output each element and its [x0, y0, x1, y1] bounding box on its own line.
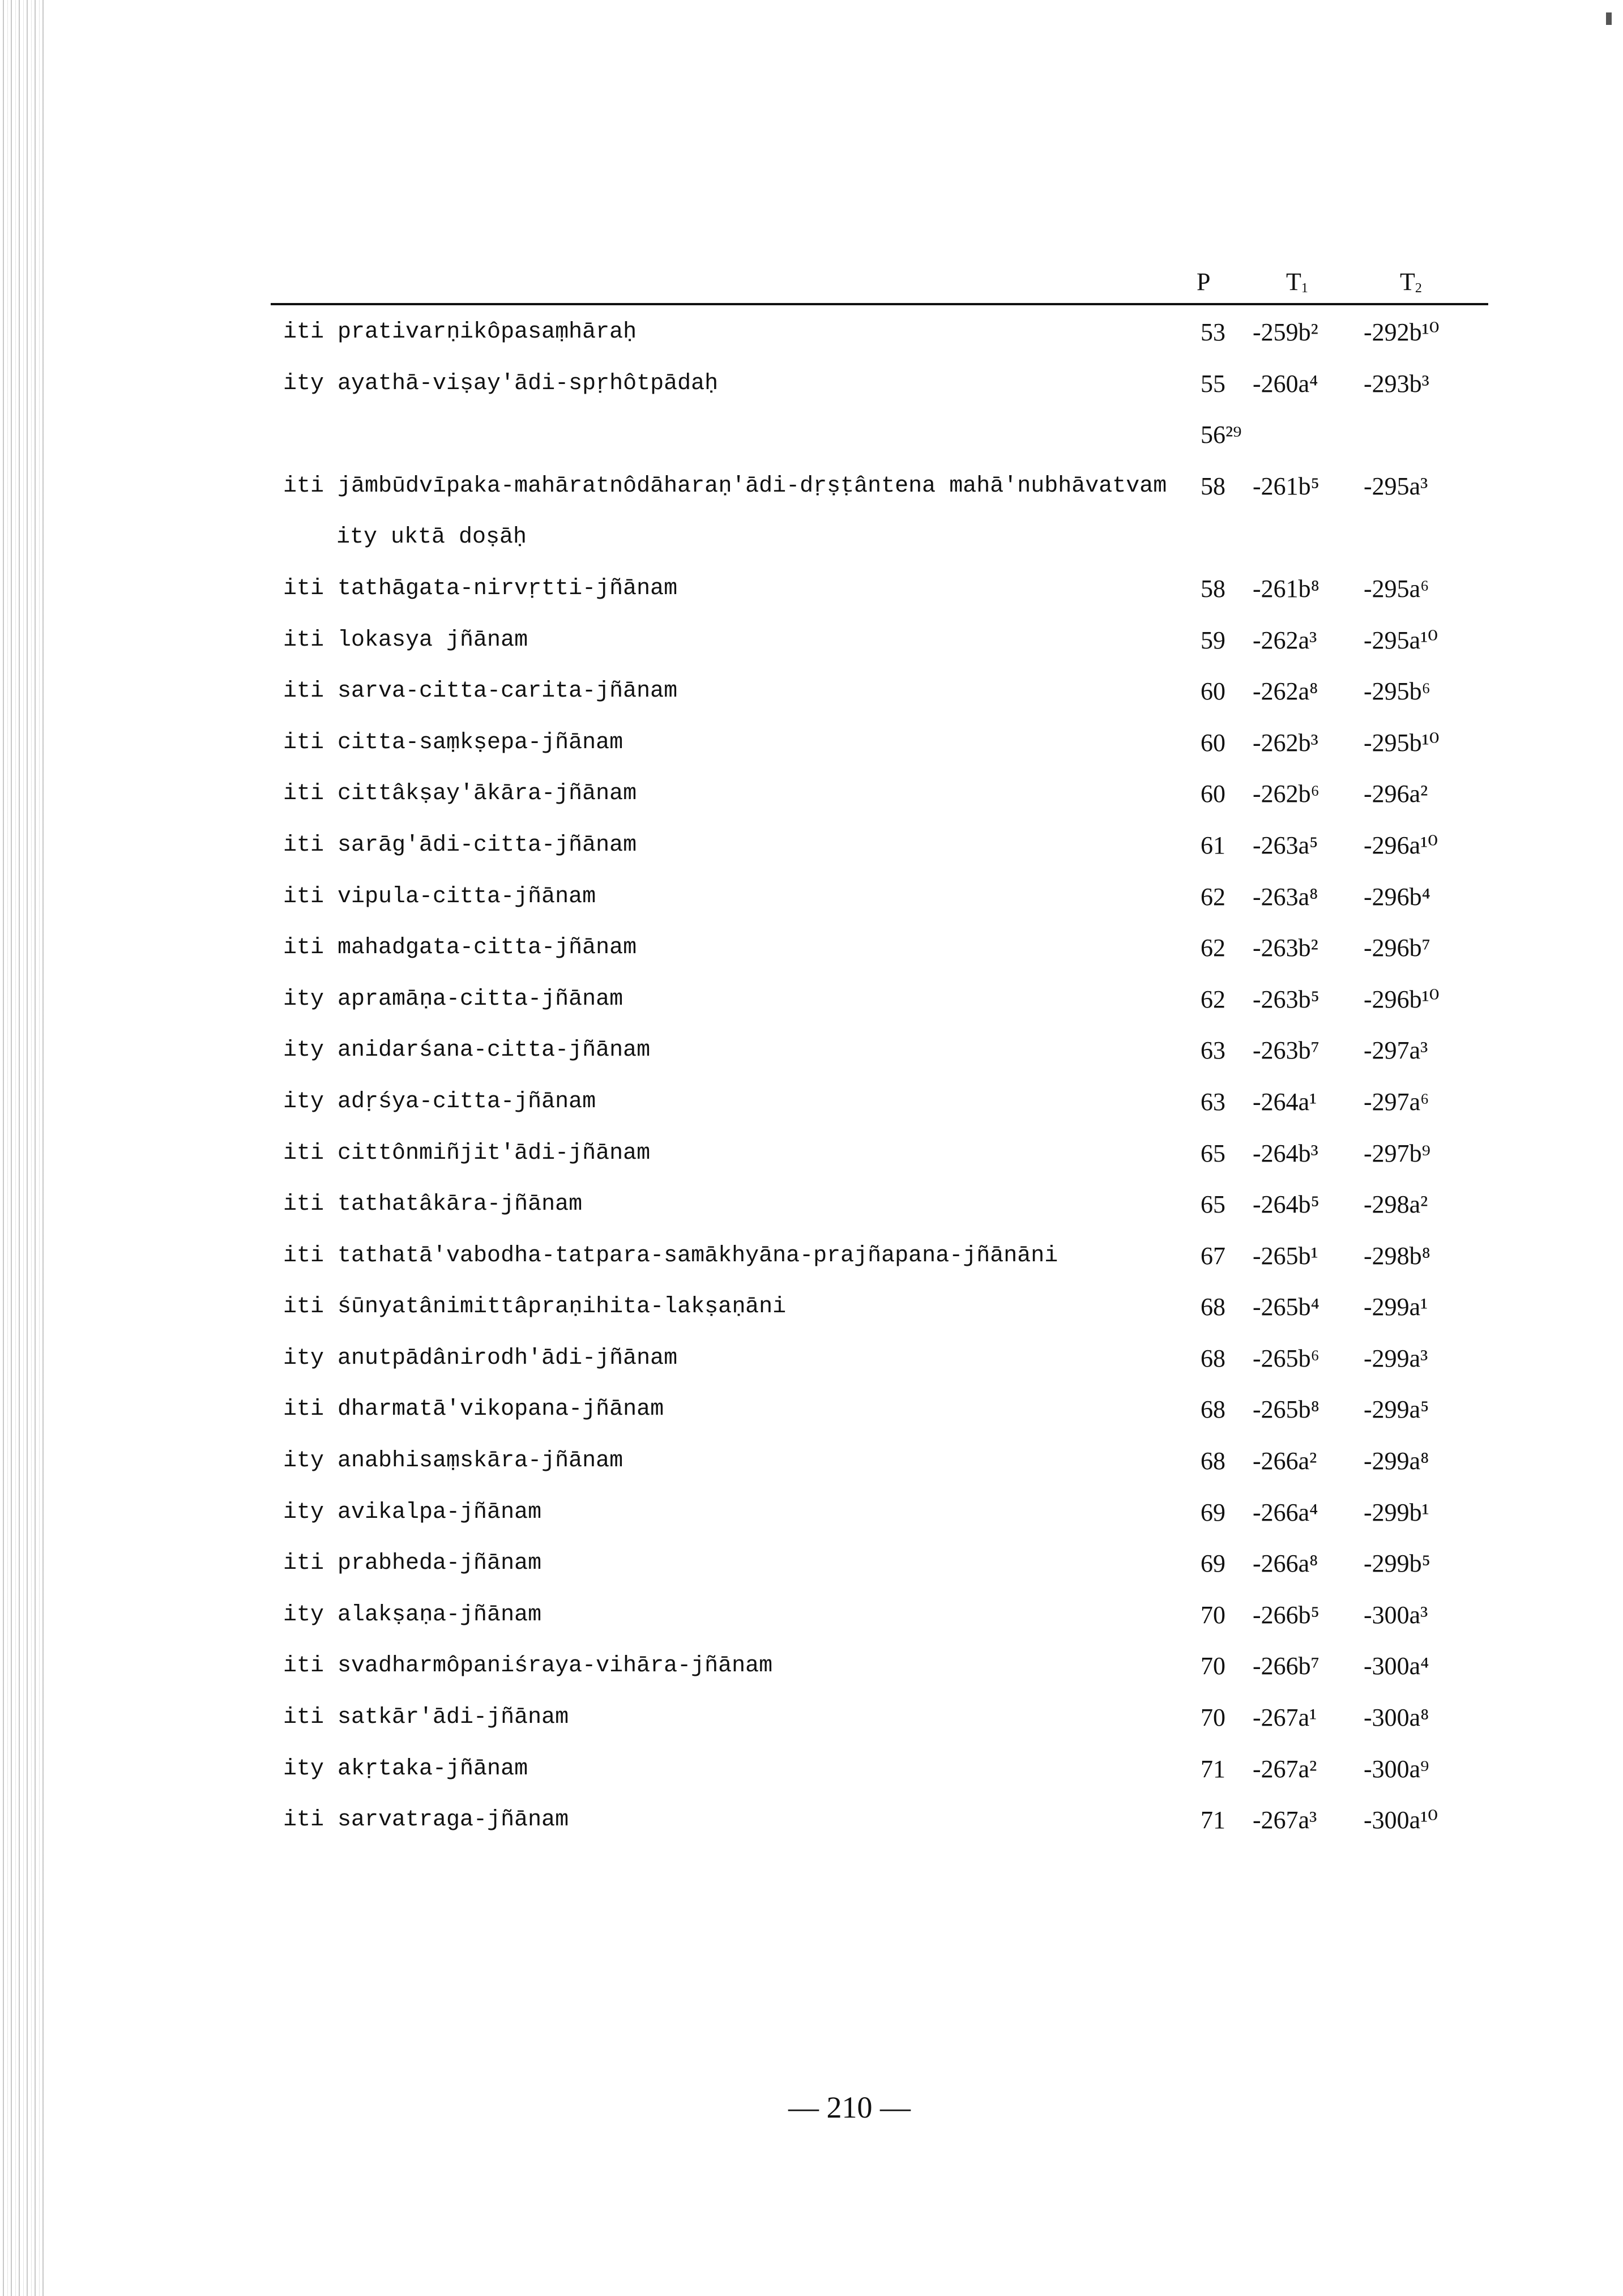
row-text: ity anidarśana-citta-jñānam	[283, 1038, 651, 1064]
row-ref-t1: -267a³	[1253, 1806, 1317, 1834]
row-page-p: 68	[1201, 1344, 1225, 1372]
row-ref-t2: -297b⁹	[1364, 1139, 1430, 1167]
row-ref-t1: -263a⁸	[1253, 882, 1318, 911]
index-row	[283, 307, 1488, 359]
row-ref-t2: -296b⁴	[1364, 882, 1430, 911]
row-page-p: 69	[1201, 1498, 1225, 1526]
row-page-p: 68	[1201, 1395, 1225, 1424]
row-ref-t1: -267a¹	[1253, 1704, 1317, 1732]
row-text: iti tathatā'vabodha-tatpara-samākhyāna-prajñapana-jñānāni	[283, 1243, 1058, 1269]
row-ref-t2: -296a²	[1364, 780, 1428, 808]
row-ref-t2: -298b⁸	[1364, 1241, 1430, 1270]
row-ref-t1: -261b⁵	[1253, 472, 1319, 500]
row-ref-t2: -295a⁶	[1364, 574, 1429, 603]
row-ref-t1: -262a³	[1253, 626, 1317, 654]
row-ref-t2: -292b¹⁰	[1364, 318, 1440, 346]
row-text: ity anabhisaṃskāra-jñānam	[283, 1448, 623, 1474]
row-text: iti jāmbūdvīpaka-mahāratnôdāharaṇ'ādi-dṛṣṭântena mahā'nubhāvatvam	[283, 473, 1167, 499]
row-text: iti mahadgata-citta-jñānam	[283, 935, 637, 961]
row-ref-t1: -265b¹	[1253, 1241, 1318, 1270]
row-ref-t2: -300a¹⁰	[1364, 1806, 1438, 1834]
header-t2	[1400, 266, 1422, 304]
row-page-p: 53	[1201, 318, 1225, 346]
index-row	[283, 769, 1488, 820]
index-rows	[283, 307, 1488, 1846]
row-page-p: 58	[1201, 472, 1225, 500]
row-text: iti tathāgata-nirvṛtti-jñānam	[283, 575, 678, 601]
index-row	[283, 1282, 1488, 1333]
row-page-p: 60	[1201, 780, 1225, 808]
row-page-p: 71	[1201, 1755, 1225, 1783]
row-text: iti sarāg'ādi-citta-jñānam	[283, 832, 637, 858]
row-page-p: 65	[1201, 1190, 1225, 1219]
index-row	[283, 1179, 1488, 1231]
row-ref-t1: -262a⁸	[1253, 677, 1318, 706]
row-ref-t1: -266b⁷	[1253, 1652, 1319, 1680]
row-ref-t1: -261b⁸	[1253, 574, 1319, 603]
page-number: — 210 —	[788, 2090, 911, 2124]
index-row	[283, 1487, 1488, 1539]
row-page-p: 60	[1201, 677, 1225, 706]
index-row	[283, 923, 1488, 974]
index-row	[283, 820, 1488, 872]
row-text: iti cittônmiñjit'ādi-jñānam	[283, 1140, 651, 1166]
row-page-p: 58	[1201, 574, 1225, 603]
row-ref-t2: -296b¹⁰	[1364, 985, 1440, 1013]
index-row	[283, 359, 1488, 410]
row-page-p: 63	[1201, 1087, 1225, 1116]
row-text: iti dharmatā'vikopana-jñānam	[283, 1397, 664, 1423]
index-row	[283, 1231, 1488, 1282]
row-ref-t1: -263b²	[1253, 934, 1318, 962]
row-ref-t1: -265b⁴	[1253, 1293, 1319, 1321]
row-ref-t1: -259b²	[1253, 318, 1318, 346]
row-ref-t1: -260a⁴	[1253, 369, 1318, 398]
row-ref-t2: -299a¹	[1364, 1293, 1428, 1321]
row-ref-t2: -299b¹	[1364, 1498, 1429, 1526]
row-page-p: 56²⁹	[1201, 421, 1242, 449]
row-ref-t2: -295b⁶	[1364, 677, 1430, 706]
row-text: ity ayathā-viṣay'ādi-spṛhôtpādaḥ	[283, 370, 719, 396]
row-ref-t2: -300a⁸	[1364, 1704, 1429, 1732]
row-ref-t1: -267a²	[1253, 1755, 1317, 1783]
row-page-p: 70	[1201, 1601, 1225, 1629]
index-row	[283, 1333, 1488, 1385]
row-page-p: 62	[1201, 882, 1225, 911]
scan-edge-artifact	[0, 0, 45, 2296]
row-ref-t1: -264b³	[1253, 1139, 1318, 1167]
row-ref-t2: -297a⁶	[1364, 1087, 1429, 1116]
row-ref-t2: -295a¹⁰	[1364, 626, 1438, 654]
index-row	[283, 1795, 1488, 1846]
row-page-p: 71	[1201, 1806, 1225, 1834]
row-text: ity alakṣaṇa-jñānam	[283, 1602, 542, 1628]
row-page-p: 61	[1201, 831, 1225, 859]
row-ref-t1: -266a⁸	[1253, 1550, 1318, 1578]
row-page-p: 55	[1201, 369, 1225, 398]
row-ref-t2: -300a³	[1364, 1601, 1428, 1629]
row-ref-t2: -295a³	[1364, 472, 1428, 500]
row-text: iti śūnyatânimittâpraṇihita-lakṣaṇāni	[283, 1294, 787, 1320]
row-ref-t2: -296b⁷	[1364, 934, 1430, 962]
row-text: iti satkār'ādi-jñānam	[283, 1705, 569, 1731]
row-ref-t1: -266a⁴	[1253, 1498, 1318, 1526]
header-t2-letter: T	[1400, 268, 1415, 296]
index-page	[271, 255, 1488, 1897]
row-text: iti vipula-citta-jñānam	[283, 884, 596, 910]
row-text: ity adṛśya-citta-jñānam	[283, 1089, 596, 1115]
row-page-p: 70	[1201, 1704, 1225, 1732]
row-text: iti sarvatraga-jñānam	[283, 1807, 569, 1833]
row-ref-t2: -295b¹⁰	[1364, 728, 1440, 757]
index-row	[283, 1436, 1488, 1487]
index-row	[283, 1384, 1488, 1436]
row-ref-t2: -299a⁵	[1364, 1395, 1429, 1424]
row-ref-t1: -265b⁶	[1253, 1344, 1319, 1372]
index-row	[283, 1590, 1488, 1641]
row-ref-t1: -263a⁵	[1253, 831, 1318, 859]
row-ref-t1: -266a²	[1253, 1447, 1317, 1475]
header-t1	[1286, 266, 1308, 304]
index-row	[283, 1077, 1488, 1128]
row-ref-t2: -297a³	[1364, 1036, 1428, 1065]
row-text: iti sarva-citta-carita-jñānam	[283, 678, 678, 705]
row-page-p: 70	[1201, 1652, 1225, 1680]
row-page-p: 69	[1201, 1550, 1225, 1578]
index-row	[283, 409, 1488, 461]
row-ref-t2: -300a⁹	[1364, 1755, 1429, 1783]
index-row	[283, 1692, 1488, 1744]
index-row	[283, 564, 1488, 615]
row-ref-t1: -265b⁸	[1253, 1395, 1319, 1424]
index-row	[283, 512, 1488, 564]
row-page-p: 68	[1201, 1447, 1225, 1475]
index-row	[283, 666, 1488, 718]
row-text: iti prabheda-jñānam	[283, 1551, 542, 1577]
header-t1-subscript: 1	[1301, 281, 1308, 296]
row-ref-t2: -299b⁵	[1364, 1550, 1430, 1578]
row-page-p: 60	[1201, 728, 1225, 757]
index-row	[283, 718, 1488, 769]
index-row	[283, 615, 1488, 667]
row-page-p: 67	[1201, 1241, 1225, 1270]
header-t2-subscript: 2	[1415, 281, 1422, 296]
row-text: iti citta-saṃkṣepa-jñānam	[283, 729, 623, 756]
index-row	[283, 872, 1488, 923]
row-page-p: 59	[1201, 626, 1225, 654]
row-ref-t1: -266b⁵	[1253, 1601, 1319, 1629]
header-p: P	[1197, 268, 1211, 296]
row-text: ity anutpādânirodh'ādi-jñānam	[283, 1345, 678, 1371]
row-ref-t2: -300a⁴	[1364, 1652, 1429, 1680]
index-row	[283, 1641, 1488, 1692]
index-row	[283, 1538, 1488, 1590]
row-ref-t1: -263b⁷	[1253, 1036, 1319, 1065]
row-ref-t2: -293b³	[1364, 369, 1429, 398]
row-text: ity uktā doṣāḥ	[336, 524, 527, 550]
row-ref-t1: -264a¹	[1253, 1087, 1317, 1116]
row-text: ity avikalpa-jñānam	[283, 1499, 542, 1525]
index-row	[283, 1744, 1488, 1795]
row-ref-t1: -263b⁵	[1253, 985, 1319, 1013]
row-page-p: 62	[1201, 985, 1225, 1013]
row-ref-t1: -262b³	[1253, 728, 1318, 757]
header-t1-letter: T	[1286, 268, 1301, 296]
row-ref-t2: -296a¹⁰	[1364, 831, 1438, 859]
index-row	[283, 974, 1488, 1026]
row-ref-t1: -264b⁵	[1253, 1190, 1319, 1219]
row-text: iti cittâkṣay'ākāra-jñānam	[283, 781, 637, 807]
row-text: ity akṛtaka-jñānam	[283, 1756, 528, 1782]
row-ref-t2: -299a³	[1364, 1344, 1428, 1372]
row-text: iti lokasya jñānam	[283, 627, 528, 653]
column-header	[271, 255, 1488, 305]
row-text: iti tathatâkāra-jñānam	[283, 1192, 583, 1218]
row-ref-t2: -298a²	[1364, 1190, 1428, 1219]
index-row	[283, 1128, 1488, 1180]
row-text: iti svadharmôpaniśraya-vihāra-jñānam	[283, 1653, 773, 1679]
row-text: ity apramāṇa-citta-jñānam	[283, 986, 623, 1012]
row-ref-t1: -262b⁶	[1253, 780, 1319, 808]
row-page-p: 65	[1201, 1139, 1225, 1167]
row-page-p: 63	[1201, 1036, 1225, 1065]
index-row	[283, 461, 1488, 513]
row-text: iti prativarṇikôpasaṃhāraḥ	[283, 319, 637, 345]
row-ref-t2: -299a⁸	[1364, 1447, 1429, 1475]
index-row	[283, 1025, 1488, 1077]
row-page-p: 62	[1201, 934, 1225, 962]
scan-corner-mark	[1606, 12, 1612, 25]
row-page-p: 68	[1201, 1293, 1225, 1321]
